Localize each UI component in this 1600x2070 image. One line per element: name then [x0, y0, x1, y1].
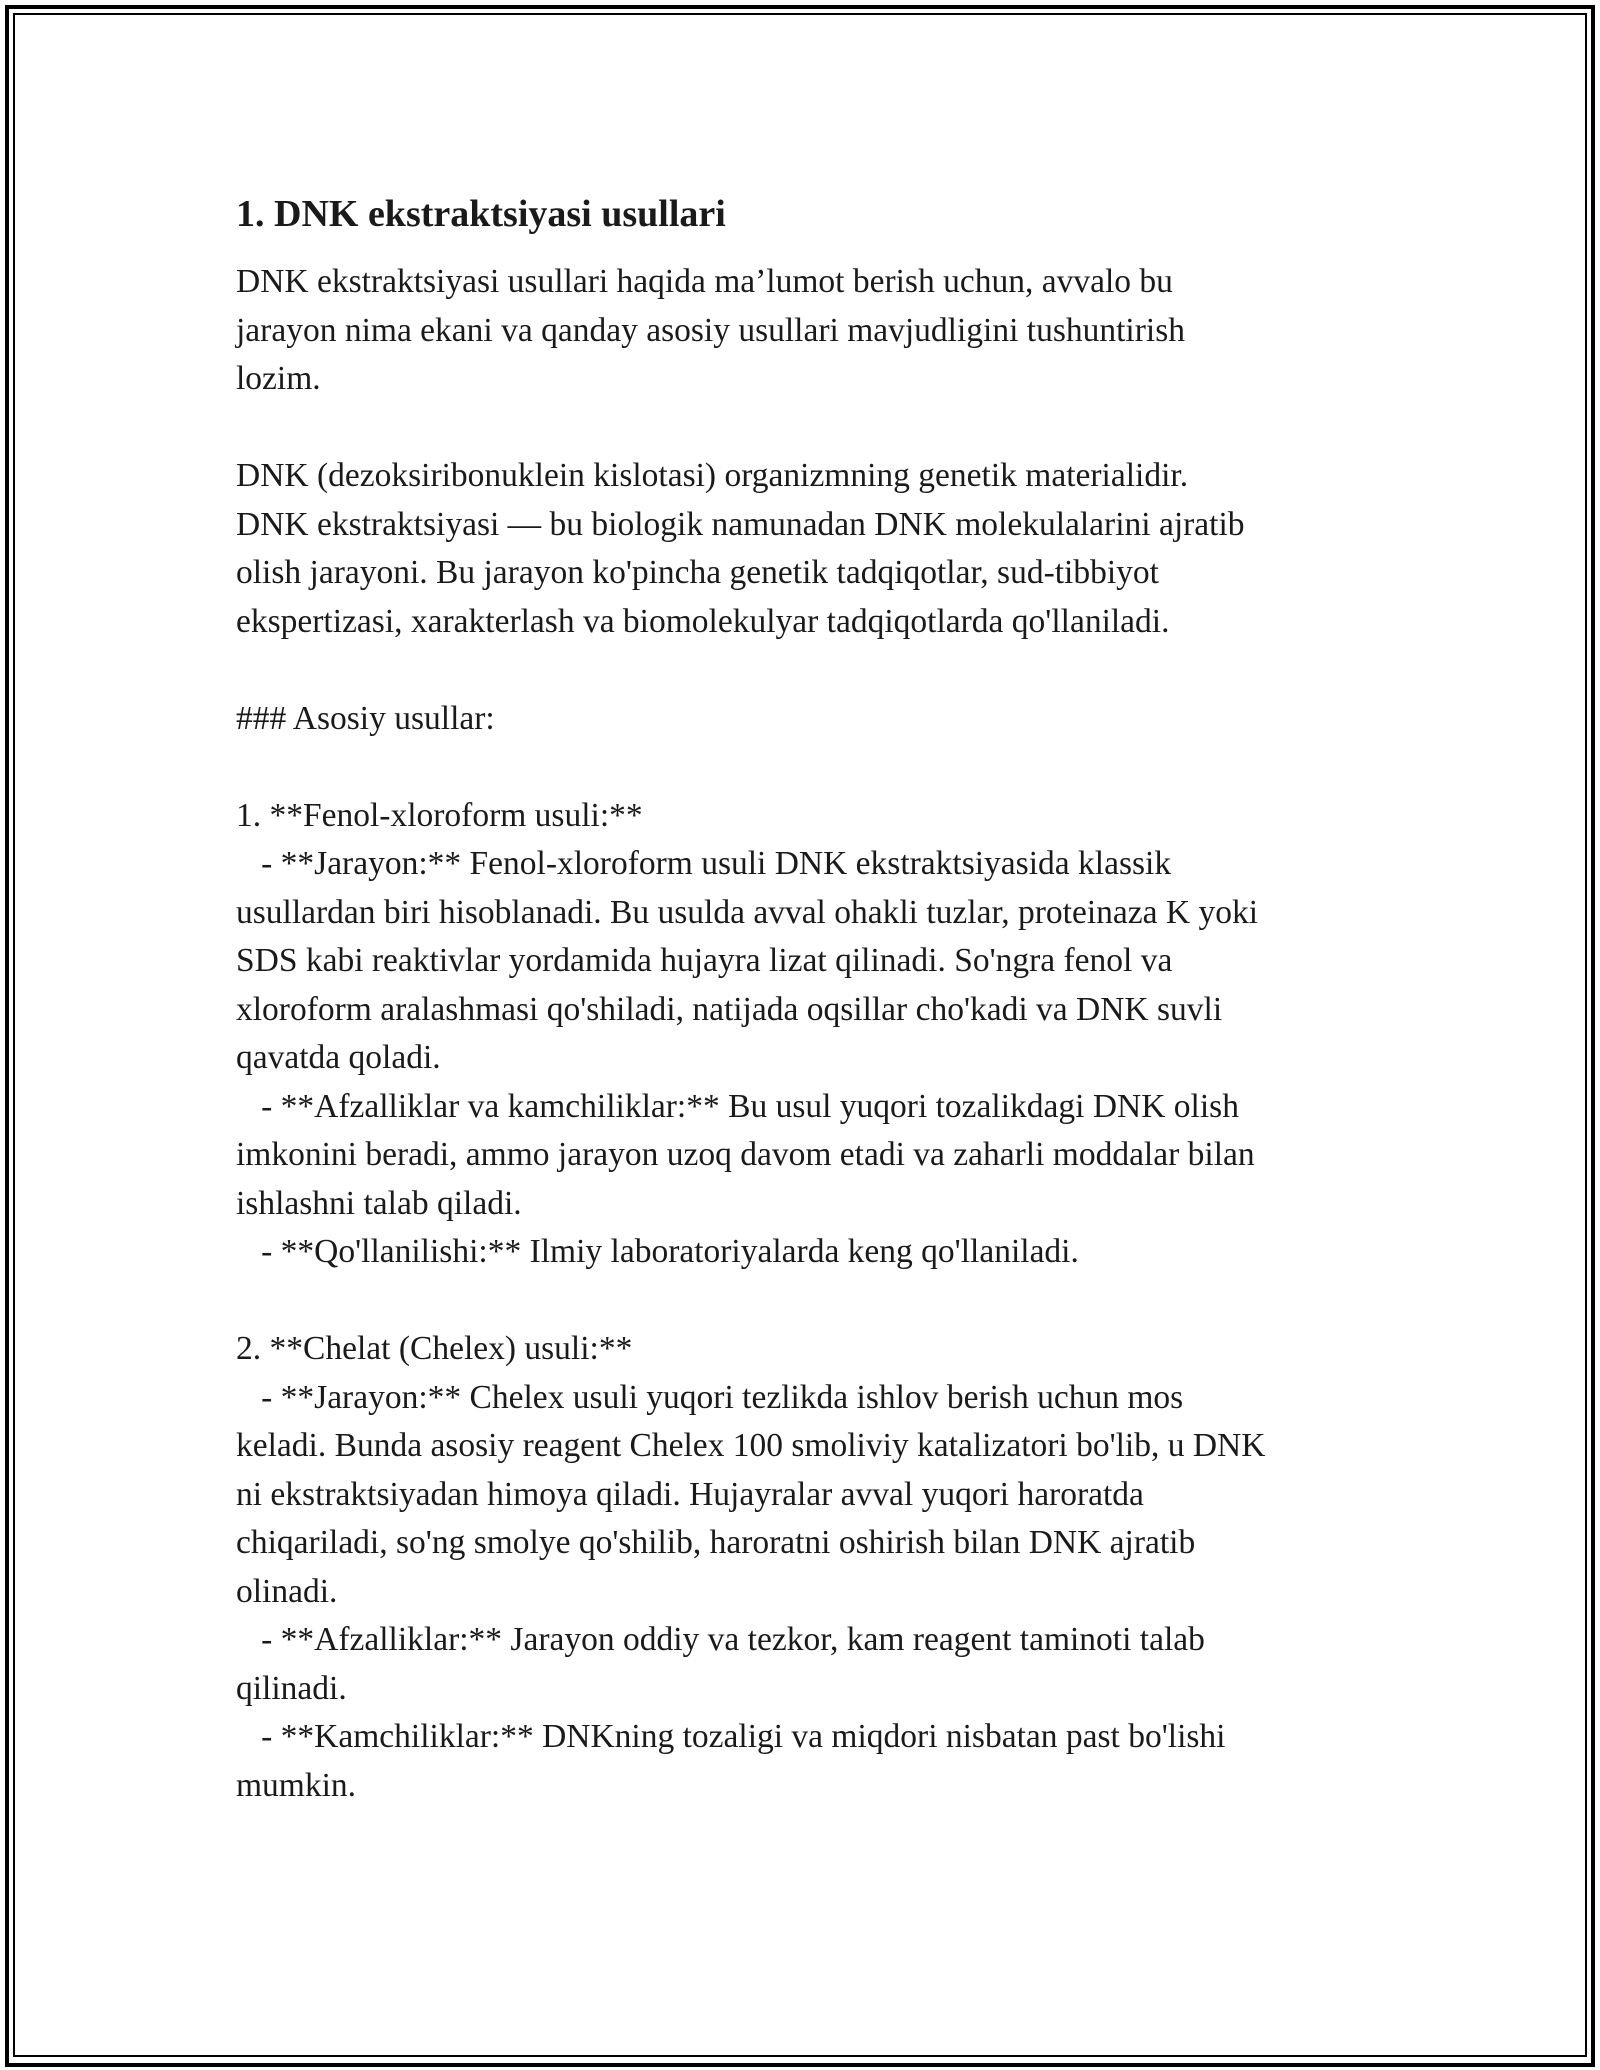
- document-page: [236, 190, 1376, 1810]
- document-title: 1. DNK ekstraktsiyasi usullari: [236, 193, 726, 235]
- document-body: DNK ekstraktsiyasi usullari haqida ma’lumot berish uchun, avvalo bu jarayon nima ekani va qanday asosiy usullari mavjudligini tushuntirish lozim. DNK (dezoksiribonuklein kislotasi) organizmning genetik materialidir. DNK ekstraktsiyasi — bu biologik namunadan DNK molekulalarini ajratib olish jarayoni. Bu jarayon ko'pincha genetik tadqiqotlar, sud-tibbiyot ekspertizasi, xarakterlash va biomolekulyar tadqiqotlarda qo'llaniladi. ### Asosiy usullar: 1. **Fenol-xloroform usuli:** - **Jarayon:** Fenol-xloroform usuli DNK ekstraktsiyasida klassik usullardan biri hisoblanadi. Bu usulda avval ohakli tuzlar, proteinaza K yoki SDS kabi reaktivlar yordamida hujayra lizat qilinadi. So'ngra fenol va xloroform aralashmasi qo'shiladi, natijada oqsillar cho'kadi va DNK suvli qavatda qoladi. - **Afzalliklar va kamchiliklar:** Bu usul yuqori tozalikdagi DNK olish imkonini beradi, ammo jarayon uzoq davom etadi va zaharli moddalar bilan ishlashni talab qiladi. - **Qo'llanilishi:** Ilmiy laboratoriyalarda keng qo'llaniladi. 2. **Chelat (Chelex) usuli:** - **Jarayon:** Chelex usuli yuqori tezlikda ishlov berish uchun mos keladi. Bunda asosiy reagent Chelex 100 smoliviy katalizatori bo'lib, u DNK ni ekstraktsiyadan himoya qiladi. Hujayralar avval yuqori haroratda chiqariladi, so'ng smolye qo'shilib, haroratni oshirish bilan DNK ajratib olinadi. - **Afzalliklar:** Jarayon oddiy va tezkor, kam reagent taminoti talab qilinadi. - **Kamchiliklar:** DNKning tozaligi va miqdori nisbatan past bo'lishi mumkin.: [236, 263, 1266, 1804]
